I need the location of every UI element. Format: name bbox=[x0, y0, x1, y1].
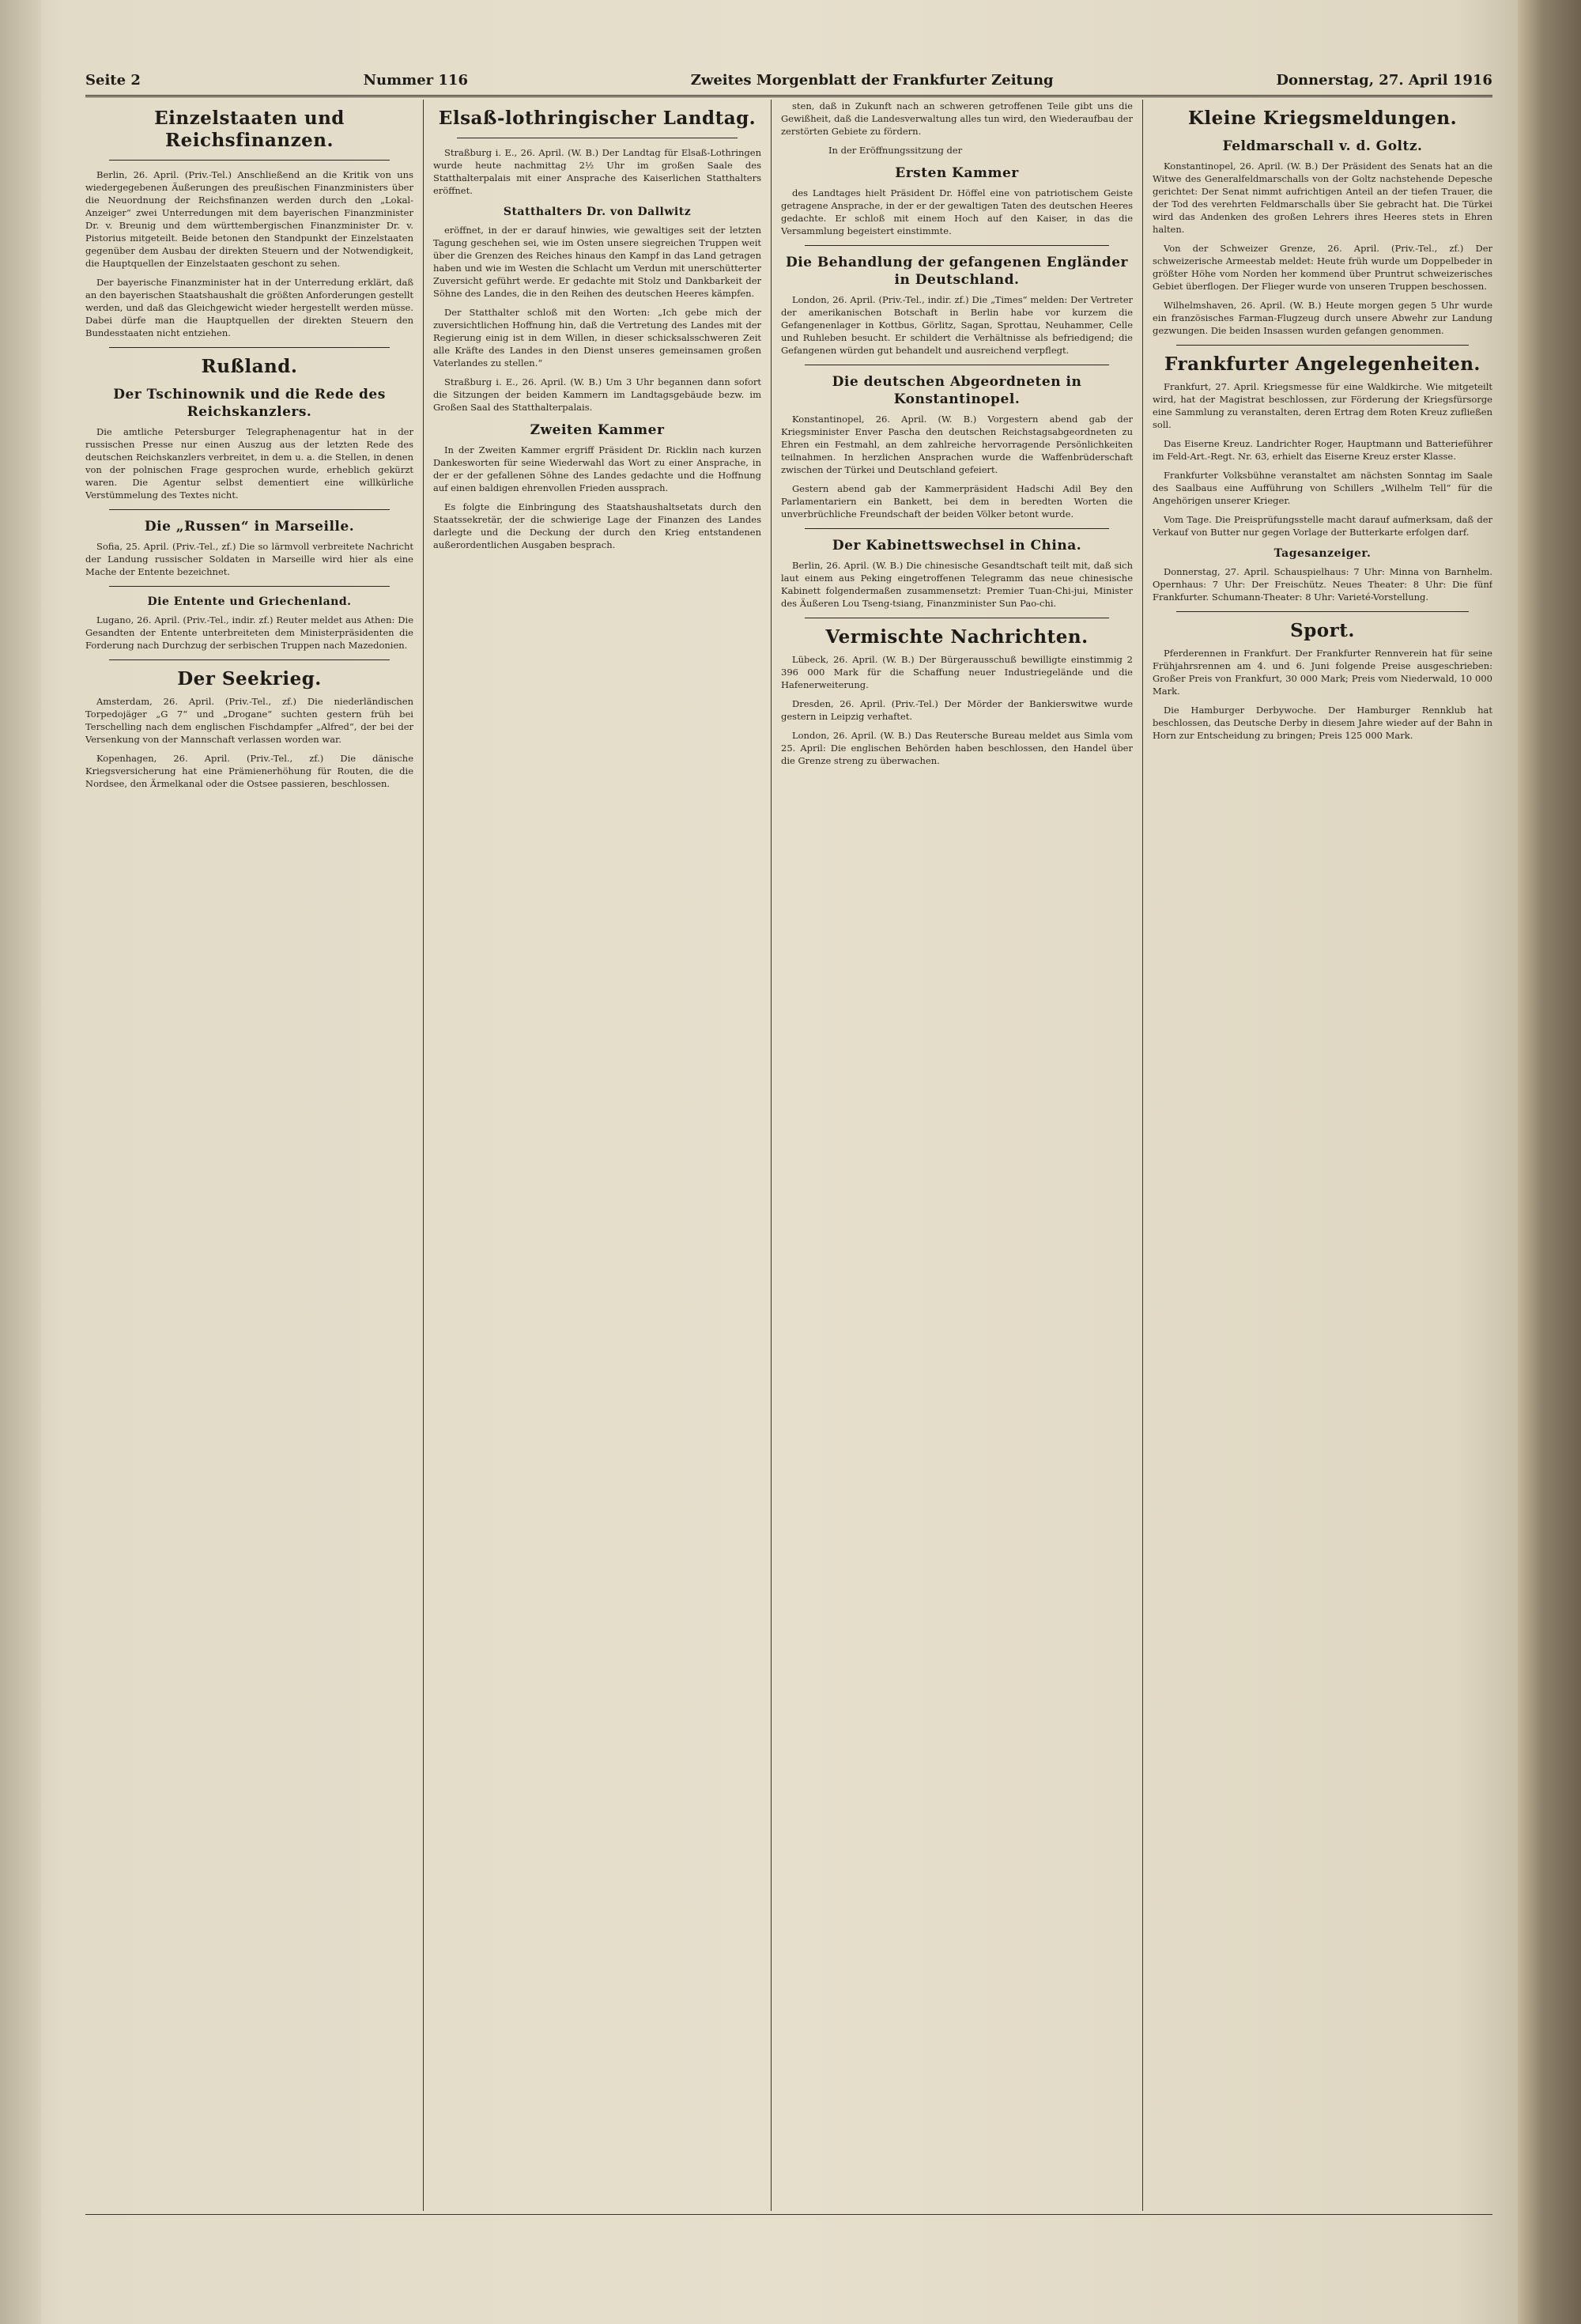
headline-frankfurter-angelegenheiten: Frankfurter Angelegenheiten. bbox=[1164, 353, 1481, 375]
headline-russen-marseille: Die „Russen“ in Marseille. bbox=[144, 519, 355, 535]
column-2 bbox=[433, 100, 761, 2211]
article-paragraph: Es folgte die Einbringung des Staatshaushaltsetats durch den Staatssekretär, der die schwierige Lage der Finanzen des Landes darlegte und die Deckung der durch den Krieg entstandenen außerordentlichen Ausgaben besprach. bbox=[433, 501, 761, 550]
headline-seekrieg: Der Seekrieg. bbox=[177, 668, 322, 690]
article-paragraph: Vom Tage. Die Preisprüfungsstelle macht darauf aufmerksam, daß der Verkauf von Butter nur gegen Vorlage der Butterkarte erfolgen darf. bbox=[1153, 514, 1492, 538]
paper-title: Zweites Morgenblatt der Frankfurter Zeitung bbox=[690, 71, 1054, 89]
article-paragraph: des Landtages hielt Präsident Dr. Höffel eine von patriotischem Geiste getragene Ansprache, in der er der gewaltigen Taten des deutschen Heeres gedachte. Er schloß mit einem Hoch auf den Kaiser, in das die Versammlung begeistert einstimmte. bbox=[781, 187, 1133, 236]
article-paragraph: Lugano, 26. April. (Priv.-Tel., indir. zf.) Reuter meldet aus Athen: Die Gesandten der Entente unterbreiteten dem Ministerpräsidenten die Forderung nach Durchzug der serbischen Truppen nach Mazedonien. bbox=[85, 614, 413, 651]
page-edge-shadow bbox=[1518, 0, 1581, 2324]
column-rule bbox=[771, 100, 772, 2211]
subheading-erste-kammer: Ersten Kammer bbox=[895, 165, 1019, 181]
headline-abgeordnete-konstantinopel: Die deutschen Abgeordneten in Konstantinopel. bbox=[832, 374, 1082, 407]
article-paragraph: Donnerstag, 27. April. Schauspielhaus: 7 Uhr: Minna von Barnhelm. Opernhaus: 7 Uhr: Der Freischütz. Neues Theater: 8 Uhr: Die fünf Frankfurter. Schumann-Theater: 8 Uhr: Varieté-Vorstellung. bbox=[1153, 566, 1492, 603]
separator bbox=[805, 245, 1109, 246]
masthead bbox=[85, 65, 1492, 97]
subheading-zweite-kammer: Zweiten Kammer bbox=[530, 422, 665, 438]
article-paragraph: Frankfurt, 27. April. Kriegsmesse für eine Waldkirche. Wie mitgeteilt wird, hat der Magistrat beschlossen, zur Förderung der Kriegsfürsorge eine Sammlung zu veranstalten, deren Ertrag dem Roten Kreuz zufließen soll. bbox=[1153, 381, 1492, 430]
article-paragraph: In der Zweiten Kammer ergriff Präsident Dr. Ricklin nach kurzen Dankesworten für seine Wiederwahl das Wort zu einer Ansprache, in der er der gefallenen Söhne des Landes gedachte und die Hoffnung auf einen baldigen ehrenvollen Frieden aussprach. bbox=[433, 444, 761, 493]
page-number: Seite 2 bbox=[85, 71, 141, 89]
headline-einzelstaaten: Einzelstaaten und Reichsfinanzen. bbox=[154, 108, 345, 151]
column-rule bbox=[423, 100, 424, 2211]
headline-gefangene-englaender: Die Behandlung der gefangenen Engländer in Deutschland. bbox=[785, 255, 1129, 288]
separator bbox=[109, 160, 390, 161]
issue-number: Nummer 116 bbox=[363, 71, 468, 89]
article-paragraph: Pferderennen in Frankfurt. Der Frankfurter Rennverein hat für seine Frühjahrsrennen am 4. und 6. Juni folgende Preise ausgeschrieben: Großer Preis von Frankfurt, 30 000 Mark; Preis vom Niederwald, 10 000 Mark. bbox=[1153, 648, 1492, 697]
article-paragraph: Frankfurter Volksbühne veranstaltet am nächsten Sonntag im Saale des Saalbaus eine Aufführung von Schillers „Wilhelm Tell“ für die Angehörigen unserer Krieger. bbox=[1153, 470, 1492, 506]
subheading-statthalter: Statthalters Dr. von Dallwitz bbox=[503, 206, 692, 218]
separator bbox=[1176, 611, 1469, 612]
article-paragraph: In der Eröffnungssitzung der bbox=[828, 145, 963, 156]
subheading-tagesanzeiger: Tagesanzeiger. bbox=[1273, 547, 1372, 560]
article-paragraph: Straßburg i. E., 26. April. (W. B.) Um 3 Uhr begannen dann sofort die Sitzungen der beiden Kammern im Landtagsgebäude bezw. im Großen Saal des Statthalterpalais. bbox=[433, 376, 761, 413]
headline-landtag: Elsaß-lothringischer Landtag. bbox=[438, 108, 757, 129]
article-paragraph: London, 26. April. (W. B.) Das Reutersche Bureau meldet aus Simla vom 25. April: Die englischen Behörden haben beschlossen, den Handel über die Grenze streng zu überwachen. bbox=[781, 730, 1133, 766]
article-paragraph: Gestern abend gab der Kammerpräsident Hadschi Adil Bey den Parlamentariern ein Bankett, bei dem in beredten Worten die unverbrüchliche Freundschaft der beiden Völker betont wurde. bbox=[781, 483, 1133, 520]
subheading-goltz: Feldmarschall v. d. Goltz. bbox=[1222, 138, 1423, 154]
article-paragraph: eröffnet, in der er darauf hinwies, wie gewaltiges seit der letzten Tagung geschehen sei, wie im Osten unsere siegreichen Truppen weit über die Grenzen des Reiches hinaus den Kampf in das Land getragen haben und wie im Westen die Schlacht um Verdun mit unerschütterter Zuversicht geführt werde. Er gedachte mit Stolz und Dankbarkeit der Söhne des Landes, die in den Reihen des deutschen Heeres kämpfen. bbox=[433, 225, 761, 299]
column-rule bbox=[1142, 100, 1143, 2211]
article-paragraph: Konstantinopel, 26. April. (W. B.) Vorgestern abend gab der Kriegsminister Enver Pascha den deutschen Reichstagsabgeordneten zu Ehren ein Festmahl, an dem zahlreiche hervorragende Persönlichkeiten teilnahmen. In herzlichen Ansprachen wurde die Waffenbrüderschaft zwischen der Türkei und Deutschland gefeiert. bbox=[781, 414, 1133, 475]
separator bbox=[1176, 345, 1469, 346]
issue-date: Donnerstag, 27. April 1916 bbox=[1276, 71, 1492, 89]
article-paragraph: Wilhelmshaven, 26. April. (W. B.) Heute morgen gegen 5 Uhr wurde ein französisches Farman-Flugzeug durch unsere Abwehr zur Landung gezwungen. Die beiden Insassen wurden gefangen genommen. bbox=[1153, 300, 1492, 336]
article-paragraph: Das Eiserne Kreuz. Landrichter Roger, Hauptmann und Batterieführer im Feld-Art.-Regt. Nr. 63, erhielt das Eiserne Kreuz erster Klasse. bbox=[1153, 438, 1492, 462]
article-paragraph: Dresden, 26. April. (Priv.-Tel.) Der Mörder der Bankierswitwe wurde gestern in Leipzig verhaftet. bbox=[781, 698, 1133, 722]
article-paragraph: Kopenhagen, 26. April. (Priv.-Tel., zf.) Die dänische Kriegsversicherung hat eine Prämienerhöhung für Routen, die die Nordsee, den Ärmelkanal oder die Ostsee passieren, beschlossen. bbox=[85, 753, 413, 789]
bottom-rule bbox=[85, 2214, 1492, 2215]
headline-sport: Sport. bbox=[1290, 620, 1355, 641]
article-paragraph: Amsterdam, 26. April. (Priv.-Tel., zf.) Die niederländischen Torpedojäger „G 7“ und „Drogane“ suchten gestern früh bei Terschelling nach dem englischen Fischdampfer „Alfred“, der bei der Versenkung von der Mannschaft verlassen worden war. bbox=[85, 696, 413, 745]
article-paragraph: Sofia, 25. April. (Priv.-Tel., zf.) Die so lärmvoll verbreitete Nachricht der Landung russischer Soldaten in Marseille wird hier als eine Mache der Entente bezeichnet. bbox=[85, 541, 413, 577]
separator bbox=[109, 659, 390, 660]
headline-vermischte-nachrichten: Vermischte Nachrichten. bbox=[825, 626, 1089, 648]
article-paragraph: Die Hamburger Derbywoche. Der Hamburger Rennklub hat beschlossen, das Deutsche Derby in diesem Jahre wieder auf der Bahn in Horn zur Entscheidung zu bringen; Preis 125 000 Mark. bbox=[1153, 705, 1492, 741]
book-gutter bbox=[0, 0, 41, 2324]
article-paragraph: London, 26. April. (Priv.-Tel., indir. zf.) Die „Times“ melden: Der Vertreter der amerikanischen Botschaft in Berlin habe vor kurzem die Gefangenenlager in Kottbus, Görlitz, Sagan, Sprottau, Neuhammer, Celle und Ruhleben besucht. Er schildert die Verhältnisse als befriedigend; die Gefangenen würden gut behandelt und ausreichend verpflegt. bbox=[781, 294, 1133, 356]
article-paragraph: Der Statthalter schloß mit den Worten: „Ich gebe mich der zuversichtlichen Hoffnung hin, daß die Vertretung des Landes mit der Regierung einig ist in dem Willen, in dieser schicksalsschweren Zeit alle Kräfte des Landes in den Dienst unseres gemeinsamen großen Vaterlandes zu stellen.“ bbox=[433, 307, 761, 368]
separator bbox=[109, 509, 390, 510]
article-paragraph: Straßburg i. E., 26. April. (W. B.) Der Landtag für Elsaß-Lothringen wurde heute nachmittag 2½ Uhr im großen Saale des Statthalterpalais mit einer Ansprache des Kaiserlichen Statthalters eröffnet. bbox=[433, 147, 761, 196]
separator bbox=[109, 586, 390, 587]
article-paragraph: sten, daß in Zukunft nach an schweren getroffenen Teile gibt uns die Gewißheit, daß die Landesverwaltung alles tun wird, den Wiederaufbau der zerstörten Gebiete zu fördern. bbox=[781, 100, 1133, 137]
column-4 bbox=[1153, 100, 1492, 2211]
article-paragraph: Berlin, 26. April. (Priv.-Tel.) Anschließend an die Kritik von uns wiedergegebenen Äußerungen des preußischen Finanzministers über die Neuordnung der Reichsfinanzen werden durch den „Lokal-Anzeiger“ zwei Unterredungen mit dem bayerischen Finanzminister Dr. v. Breunig und dem württembergischen Finanzminister Dr. v. Pistorius mitgeteilt. Beide betonen den Standpunkt der Einzelstaaten gegenüber dem Ausbau der direkten Steuern und der Notwendigkeit, die Hauptquellen der Einzelstaaten geschont zu sehen. bbox=[85, 169, 413, 269]
headline-kleine-kriegsmeldungen: Kleine Kriegsmeldungen. bbox=[1187, 108, 1458, 129]
article-paragraph: Berlin, 26. April. (W. B.) Die chinesische Gesandtschaft teilt mit, daß sich laut einem aus Peking eingetroffenen Telegramm das neue chinesische Kabinett folgendermaßen zusammensetzt: Premier Tuan-Chi-jui, Minister des Äußeren Lou Tseng-tsiang, Finanzminister Sun Pao-chi. bbox=[781, 560, 1133, 609]
separator bbox=[109, 347, 390, 348]
headline-kabinettswechsel-china: Der Kabinettswechsel in China. bbox=[832, 538, 1082, 554]
headline-entente-griechenland: Die Entente und Griechenland. bbox=[147, 595, 352, 608]
column-3 bbox=[781, 100, 1133, 2211]
separator bbox=[805, 528, 1109, 529]
article-paragraph: Von der Schweizer Grenze, 26. April. (Priv.-Tel., zf.) Der schweizerische Armeestab meldet: Heute früh wurde um Doppelbeder in größter Höhe vom Norden her kommend über Pruntrut schweizerisches Gebiet überflogen. Der Flieger wurde von unseren Truppen beschossen. bbox=[1153, 243, 1492, 292]
headline-tschinownik: Der Tschinownik und die Rede des Reichskanzlers. bbox=[113, 387, 386, 420]
headline-russland: Rußland. bbox=[201, 356, 298, 377]
article-paragraph: Der bayerische Finanzminister hat in der Unterredung erklärt, daß an den bayerischen Staatshaushalt die größten Anforderungen gestellt werden, und daß das Gleichgewicht wieder hergestellt werden müsse. Dabei dürfe man die Hauptquellen der direkten Steuern den Bundesstaaten nicht entziehen. bbox=[85, 277, 413, 338]
column-1 bbox=[85, 100, 413, 2211]
article-paragraph: Lübeck, 26. April. (W. B.) Der Bürgerausschuß bewilligte einstimmig 2 396 000 Mark für die Schaffung neuer Industriegelände und die Hafenerweiterung. bbox=[781, 654, 1133, 690]
article-paragraph: Die amtliche Petersburger Telegraphenagentur hat in der russischen Presse nur einen Auszug aus der letzten Rede des deutschen Reichskanzlers verbreitet, in dem u. a. die Stellen, in denen von der polnischen Frage gesprochen wurde, erheblich gekürzt waren. Die Agentur selbst dementiert eine willkürliche Verstümmelung des Textes nicht. bbox=[85, 426, 413, 501]
article-paragraph: Konstantinopel, 26. April. (W. B.) Der Präsident des Senats hat an die Witwe des Generalfeldmarschalls von der Goltz nachstehende Depesche gerichtet: Der Senat nimmt aufrichtigen Anteil an der tiefen Trauer, die der Tod des verehrten Feldmarschalls über Sie gebracht hat. Die Türkei wird das Andenken des großen Lehrers ihres Heeres stets in Ehren halten. bbox=[1153, 161, 1492, 235]
